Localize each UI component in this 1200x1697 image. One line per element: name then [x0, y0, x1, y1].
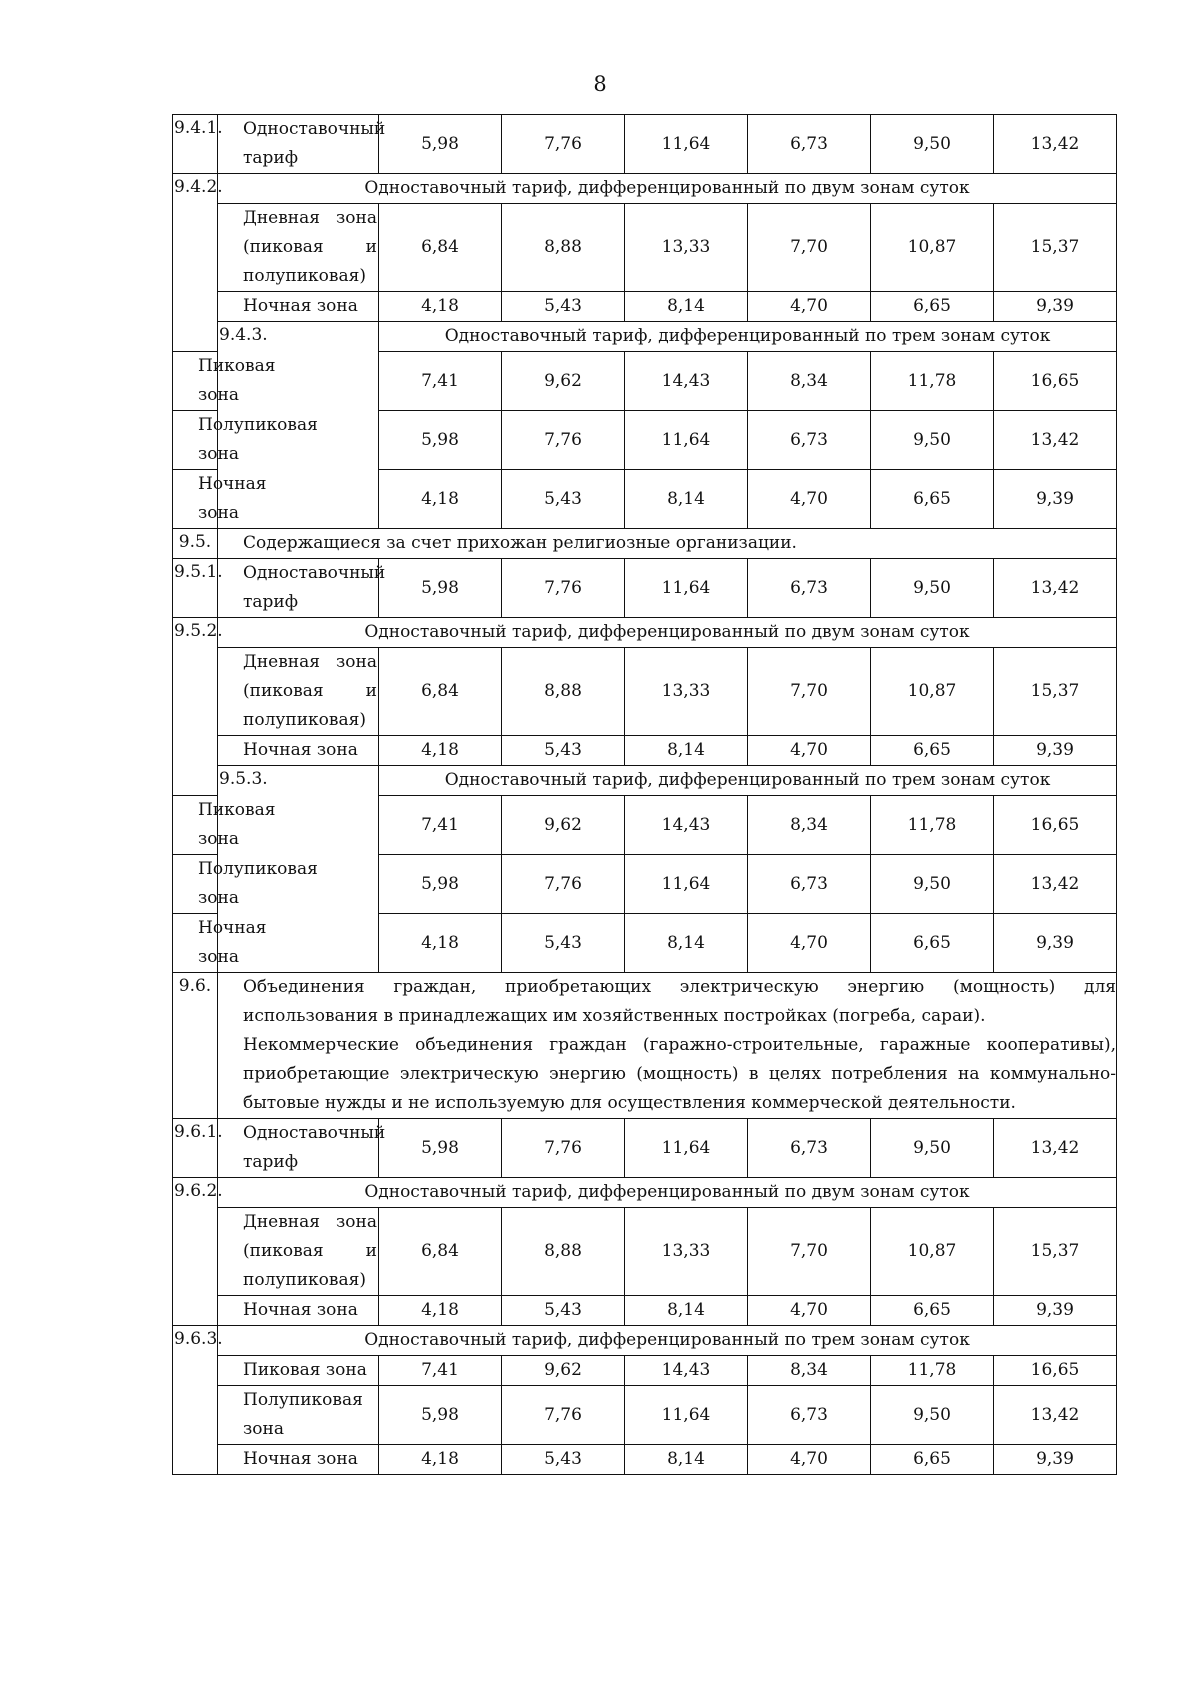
tariff-value: 6,65 [871, 292, 994, 322]
row-label: Ночная зона [218, 736, 379, 766]
tariff-value: 8,88 [502, 1208, 625, 1296]
tariff-value: 7,70 [748, 1208, 871, 1296]
tariff-value: 9,50 [871, 1119, 994, 1178]
tariff-value: 4,70 [748, 470, 871, 529]
item-code: 9.6.1. [173, 1119, 218, 1178]
item-code: 9.4.2. [173, 174, 218, 352]
tariff-value: 16,65 [994, 796, 1117, 855]
tariff-value: 9,50 [871, 115, 994, 174]
row-label: Одноставочный тариф [218, 115, 379, 174]
tariff-value: 8,88 [502, 204, 625, 292]
section-description [218, 973, 1117, 1119]
section-paragraph: Некоммерческие объединения граждан (гаражно-строительные, гаражные кооперативы), приобретающие электрическую энергию (мощность) в целях потребления на коммунально-бытовые нужды и не используемую для осуществления коммерческой деятельности. [243, 1035, 1116, 1113]
tariff-value: 8,88 [502, 648, 625, 736]
tariff-value: 6,65 [871, 1445, 994, 1475]
tariff-value: 5,43 [502, 914, 625, 973]
tariff-value: 7,76 [502, 1119, 625, 1178]
tariff-value: 5,98 [379, 411, 502, 470]
tariff-value: 4,70 [748, 1445, 871, 1475]
row-label: Ночная зона [218, 1445, 379, 1475]
tariff-value: 13,42 [994, 1119, 1117, 1178]
item-code: 9.4.1. [173, 115, 218, 174]
tariff-value: 13,33 [625, 1208, 748, 1296]
tariff-value: 4,18 [379, 1296, 502, 1326]
tariff-value: 9,50 [871, 411, 994, 470]
item-code: 9.5.2. [173, 618, 218, 796]
row-label: Полупиковая зона [173, 411, 218, 470]
tariff-subheader: Одноставочный тариф, дифференцированный по трем зонам суток [379, 766, 1117, 796]
tariff-value: 11,64 [625, 1119, 748, 1178]
tariff-subheader: Одноставочный тариф, дифференцированный по трем зонам суток [379, 322, 1117, 352]
table-row [173, 529, 1117, 559]
tariff-value: 6,73 [748, 115, 871, 174]
table-row [173, 115, 1117, 174]
tariff-value: 6,73 [748, 1119, 871, 1178]
tariff-value: 8,14 [625, 1445, 748, 1475]
tariff-value: 13,42 [994, 855, 1117, 914]
table-row [173, 648, 1117, 736]
tariff-value: 9,39 [994, 914, 1117, 973]
tariff-value: 5,98 [379, 855, 502, 914]
item-code: 9.4.3. [218, 322, 379, 529]
tariff-value: 6,73 [748, 855, 871, 914]
tariff-value: 4,70 [748, 292, 871, 322]
tariff-value: 11,78 [871, 1356, 994, 1386]
tariff-value: 7,76 [502, 855, 625, 914]
tariff-value: 7,76 [502, 115, 625, 174]
tariff-value: 9,39 [994, 736, 1117, 766]
row-label: Пиковая зона [173, 352, 218, 411]
tariff-value: 6,73 [748, 559, 871, 618]
tariff-value: 16,65 [994, 352, 1117, 411]
tariff-value: 13,42 [994, 559, 1117, 618]
tariff-value: 6,73 [748, 411, 871, 470]
tariff-value: 9,50 [871, 559, 994, 618]
row-label: Одноставочный тариф [218, 1119, 379, 1178]
tariff-subheader: Одноставочный тариф, дифференцированный по двум зонам суток [218, 174, 1117, 204]
tariff-subheader: Одноставочный тариф, дифференцированный по двум зонам суток [218, 618, 1117, 648]
tariff-value: 4,18 [379, 1445, 502, 1475]
row-label: Пиковая зона [218, 1356, 379, 1386]
row-label: Дневная зона (пиковая и полупиковая) [218, 1208, 379, 1296]
tariff-value: 11,78 [871, 352, 994, 411]
item-code: 9.6.3. [173, 1326, 218, 1475]
tariff-value: 7,76 [502, 1386, 625, 1445]
tariff-value: 13,33 [625, 204, 748, 292]
tariff-table [172, 114, 1117, 1475]
section-title: Содержащиеся за счет прихожан религиозные организации. [218, 529, 1117, 559]
tariff-value: 4,70 [748, 1296, 871, 1326]
tariff-value: 10,87 [871, 204, 994, 292]
table-row [173, 1386, 1117, 1445]
table-row [173, 766, 1117, 796]
item-code: 9.6. [173, 973, 218, 1119]
tariff-value: 11,64 [625, 411, 748, 470]
table-row [173, 973, 1117, 1119]
tariff-value: 4,18 [379, 914, 502, 973]
tariff-value: 7,41 [379, 352, 502, 411]
table-row [173, 322, 1117, 352]
tariff-value: 4,70 [748, 736, 871, 766]
row-label: Ночная зона [173, 914, 218, 973]
tariff-value: 11,64 [625, 855, 748, 914]
tariff-value: 6,65 [871, 736, 994, 766]
tariff-value: 6,84 [379, 648, 502, 736]
tariff-value: 9,50 [871, 1386, 994, 1445]
tariff-subheader: Одноставочный тариф, дифференцированный по двум зонам суток [218, 1178, 1117, 1208]
tariff-value: 6,73 [748, 1386, 871, 1445]
tariff-value: 15,37 [994, 204, 1117, 292]
tariff-value: 6,65 [871, 914, 994, 973]
tariff-value: 8,34 [748, 352, 871, 411]
tariff-value: 11,64 [625, 1386, 748, 1445]
tariff-value: 5,43 [502, 1296, 625, 1326]
tariff-value: 5,43 [502, 470, 625, 529]
tariff-value: 4,18 [379, 736, 502, 766]
tariff-value: 8,14 [625, 470, 748, 529]
tariff-value: 14,43 [625, 796, 748, 855]
table-row [173, 1296, 1117, 1326]
table-row [173, 1208, 1117, 1296]
tariff-value: 9,62 [502, 796, 625, 855]
tariff-value: 11,64 [625, 559, 748, 618]
table-row [173, 1356, 1117, 1386]
tariff-value: 9,39 [994, 470, 1117, 529]
table-row [173, 204, 1117, 292]
tariff-value: 6,65 [871, 470, 994, 529]
tariff-value: 5,98 [379, 1386, 502, 1445]
tariff-value: 6,84 [379, 1208, 502, 1296]
table-row [173, 1326, 1117, 1356]
tariff-value: 14,43 [625, 352, 748, 411]
tariff-value: 7,76 [502, 411, 625, 470]
tariff-value: 14,43 [625, 1356, 748, 1386]
tariff-subheader: Одноставочный тариф, дифференцированный по трем зонам суток [218, 1326, 1117, 1356]
tariff-value: 11,64 [625, 115, 748, 174]
tariff-value: 5,43 [502, 292, 625, 322]
tariff-value: 8,14 [625, 1296, 748, 1326]
tariff-value: 13,42 [994, 115, 1117, 174]
tariff-value: 7,76 [502, 559, 625, 618]
row-label: Пиковая зона [173, 796, 218, 855]
page-number: 8 [593, 72, 607, 96]
tariff-value: 10,87 [871, 1208, 994, 1296]
tariff-value: 9,62 [502, 352, 625, 411]
table-row [173, 736, 1117, 766]
tariff-value: 7,41 [379, 1356, 502, 1386]
table-row [173, 1178, 1117, 1208]
tariff-value: 11,78 [871, 796, 994, 855]
tariff-value: 5,98 [379, 1119, 502, 1178]
tariff-value: 5,43 [502, 1445, 625, 1475]
tariff-value: 15,37 [994, 648, 1117, 736]
tariff-value: 8,14 [625, 914, 748, 973]
row-label: Дневная зона (пиковая и полупиковая) [218, 648, 379, 736]
table-row [173, 174, 1117, 204]
row-label: Ночная зона [173, 470, 218, 529]
tariff-value: 5,98 [379, 559, 502, 618]
tariff-value: 9,62 [502, 1356, 625, 1386]
tariff-value: 13,33 [625, 648, 748, 736]
table-row [173, 1119, 1117, 1178]
tariff-value: 10,87 [871, 648, 994, 736]
tariff-value: 9,39 [994, 1296, 1117, 1326]
tariff-value: 6,65 [871, 1296, 994, 1326]
tariff-value: 13,42 [994, 411, 1117, 470]
tariff-value: 4,18 [379, 470, 502, 529]
tariff-value: 9,50 [871, 855, 994, 914]
table-row [173, 559, 1117, 618]
tariff-value: 8,14 [625, 736, 748, 766]
item-code: 9.5.1. [173, 559, 218, 618]
item-code: 9.6.2. [173, 1178, 218, 1326]
row-label: Полупиковая зона [173, 855, 218, 914]
tariff-value: 7,70 [748, 648, 871, 736]
item-code: 9.5.3. [218, 766, 379, 973]
row-label: Полупиковая зона [218, 1386, 379, 1445]
tariff-value: 7,70 [748, 204, 871, 292]
row-label: Одноставочный тариф [218, 559, 379, 618]
tariff-value: 9,39 [994, 292, 1117, 322]
tariff-value: 6,84 [379, 204, 502, 292]
row-label: Ночная зона [218, 1296, 379, 1326]
tariff-value: 13,42 [994, 1386, 1117, 1445]
tariff-value: 4,18 [379, 292, 502, 322]
tariff-value: 15,37 [994, 1208, 1117, 1296]
row-label: Ночная зона [218, 292, 379, 322]
tariff-value: 4,70 [748, 914, 871, 973]
tariff-value: 7,41 [379, 796, 502, 855]
tariff-value: 5,43 [502, 736, 625, 766]
tariff-value: 5,98 [379, 115, 502, 174]
tariff-value: 8,34 [748, 1356, 871, 1386]
table-row [173, 1445, 1117, 1475]
section-paragraph: Объединения граждан, приобретающих электрическую энергию (мощность) для использования в принадлежащих им хозяйственных постройках (погреба, сараи). [243, 977, 1116, 1026]
table-row [173, 292, 1117, 322]
tariff-value: 8,34 [748, 796, 871, 855]
table-row [173, 618, 1117, 648]
tariff-value: 16,65 [994, 1356, 1117, 1386]
row-label: Дневная зона (пиковая и полупиковая) [218, 204, 379, 292]
tariff-value: 9,39 [994, 1445, 1117, 1475]
tariff-value: 8,14 [625, 292, 748, 322]
item-code: 9.5. [173, 529, 218, 559]
